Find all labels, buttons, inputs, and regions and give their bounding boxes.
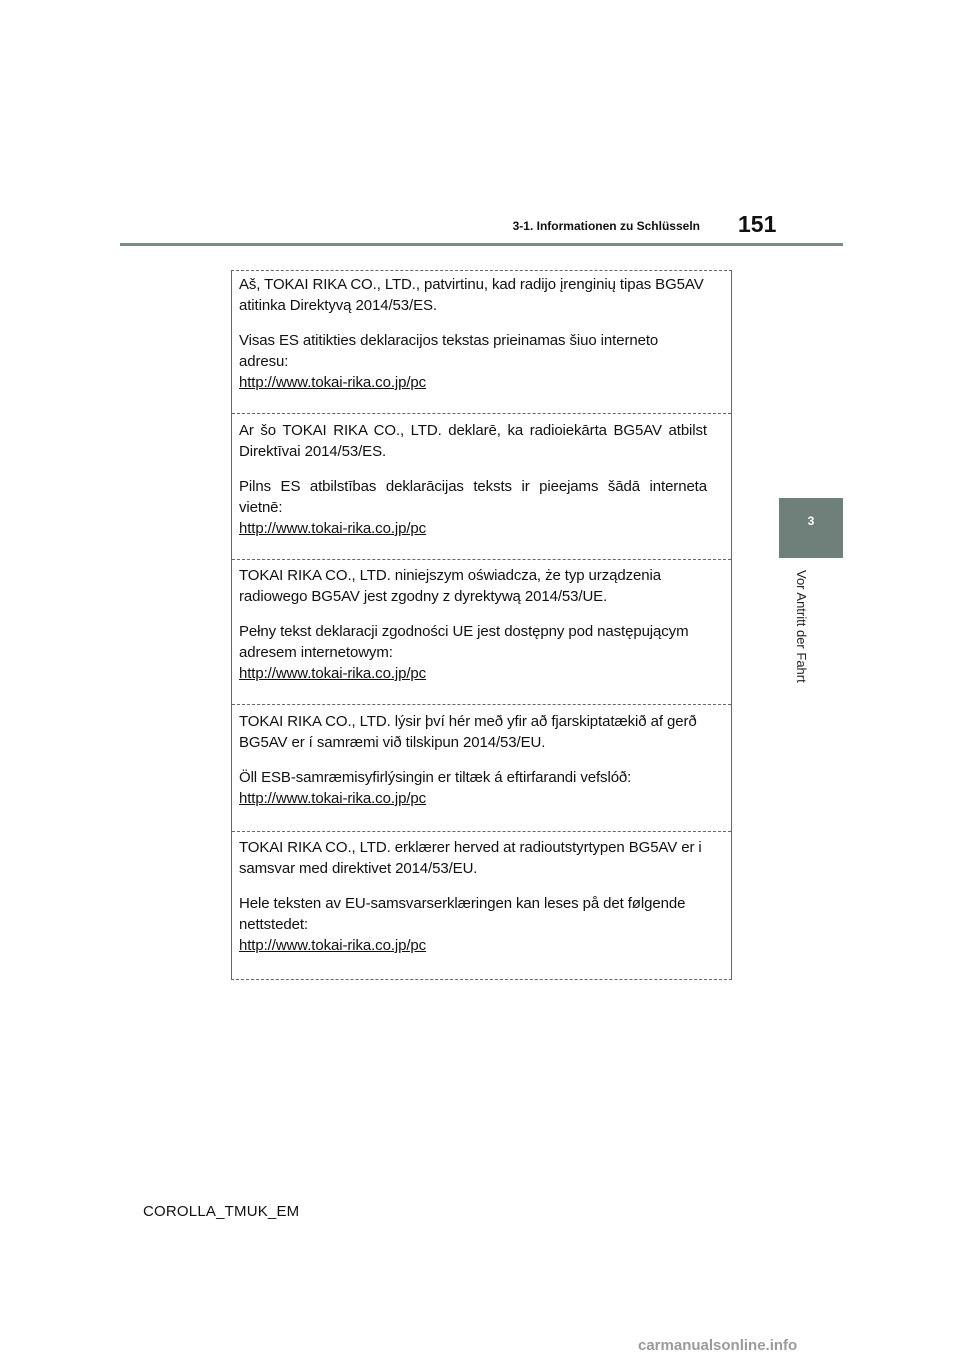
watermark: carmanualsonline.info bbox=[638, 1337, 798, 1354]
declaration-url[interactable]: http://www.tokai-rika.co.jp/pc bbox=[239, 374, 427, 391]
declaration-block-pl bbox=[232, 565, 731, 684]
declaration-info: Pilns ES atbilstības deklarācijas teksts ir pieejams šādā interneta vietnē: bbox=[239, 478, 707, 516]
header-rule bbox=[120, 243, 843, 246]
declaration-block-no bbox=[232, 837, 731, 956]
declaration-statement: TOKAI RIKA CO., LTD. erklærer herved at radioutstyrtypen BG5AV er i samsvar med direktivet 2014/53/EU. bbox=[239, 839, 702, 877]
chapter-number: 3 bbox=[807, 514, 815, 528]
declaration-box bbox=[231, 270, 732, 980]
declaration-url[interactable]: http://www.tokai-rika.co.jp/pc bbox=[239, 520, 427, 537]
declaration-info: Pełny tekst deklaracji zgodności UE jest dostępny pod następującym adresem internetowym: bbox=[239, 623, 689, 661]
section-title: 3-1. Informationen zu Schlüsseln bbox=[512, 219, 700, 233]
declaration-block-lt bbox=[232, 274, 731, 393]
declaration-url[interactable]: http://www.tokai-rika.co.jp/pc bbox=[239, 790, 427, 807]
document-code: COROLLA_TMUK_EM bbox=[143, 1203, 300, 1220]
declaration-block-lv bbox=[232, 420, 731, 539]
declaration-info: Visas ES atitikties deklaracijos tekstas prieinamas šiuo interneto adresu: bbox=[239, 332, 659, 370]
block-divider bbox=[232, 831, 731, 832]
declaration-url[interactable]: http://www.tokai-rika.co.jp/pc bbox=[239, 665, 427, 682]
declaration-url[interactable]: http://www.tokai-rika.co.jp/pc bbox=[239, 937, 427, 954]
block-divider bbox=[232, 413, 731, 414]
declaration-info: Öll ESB-samræmisyfirlýsingin er tiltæk á eftirfarandi vefslóð: bbox=[239, 769, 632, 786]
declaration-statement: Ar šo TOKAI RIKA CO., LTD. deklarē, ka radioiekārta BG5AV atbilst Direktīvai 2014/53/ES. bbox=[239, 422, 707, 460]
chapter-label: Vor Antritt der Fahrt bbox=[794, 570, 809, 683]
block-divider bbox=[232, 704, 731, 705]
chapter-tab bbox=[779, 498, 843, 558]
declaration-statement: Aš, TOKAI RIKA CO., LTD., patvirtinu, kad radijo įrenginių tipas BG5AV atitinka Direktyvą 2014/53/ES. bbox=[239, 276, 704, 314]
declaration-block-is bbox=[232, 711, 731, 809]
page-number: 151 bbox=[738, 211, 777, 237]
declaration-statement: TOKAI RIKA CO., LTD. lýsir því hér með yfir að fjarskiptatækið af gerð BG5AV er í samræmi við tilskipun 2014/53/EU. bbox=[239, 713, 697, 751]
declaration-statement: TOKAI RIKA CO., LTD. niniejszym oświadcza, że typ urządzenia radiowego BG5AV jest zgodny z dyrektywą 2014/53/UE. bbox=[239, 567, 661, 605]
declaration-info: Hele teksten av EU-samsvarserklæringen kan leses på det følgende nettstedet: bbox=[239, 895, 686, 933]
block-divider bbox=[232, 559, 731, 560]
